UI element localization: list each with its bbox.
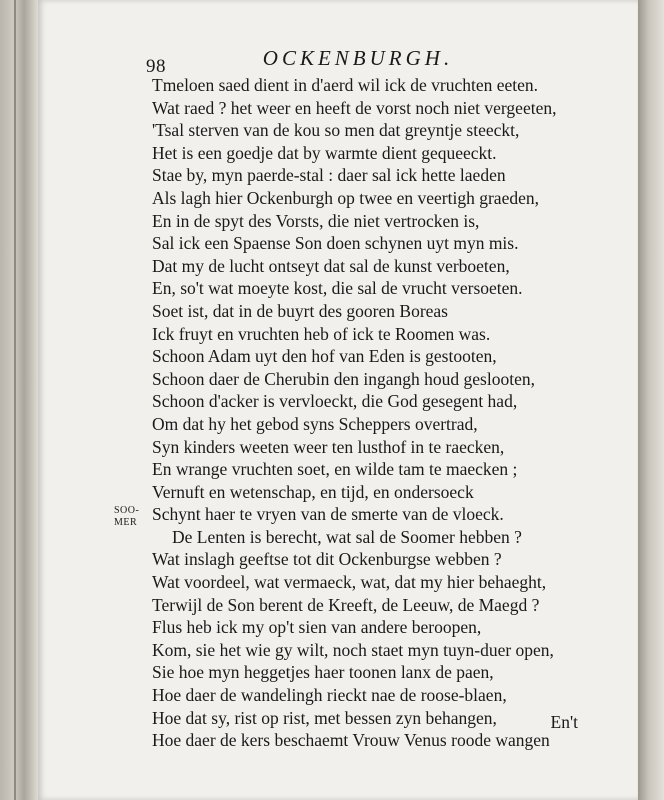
verse-line: Wat voordeel, wat vermaeck, wat, dat my hier behaeght, — [152, 572, 547, 593]
marginal-note — [114, 505, 139, 529]
verse-line: Ick fruyt en vruchten heb of ick te Roomen was. — [152, 323, 491, 344]
marginal-note-line: SOO- — [114, 505, 140, 516]
verse-line: Schoon d'acker is vervloeckt, die God gesegent had, — [152, 391, 518, 412]
verse-line: Als lagh hier Ockenburgh op twee en veertigh graeden, — [152, 187, 539, 208]
verse-line: Kom, sie het wie gy wilt, noch staet myn tuyn-duer open, — [152, 639, 554, 660]
verse-line: En wrange vruchten soet, en wilde tam te maecken ; — [152, 459, 518, 480]
verse-line: Het is een goedje dat by warmte dient gequeeckt. — [152, 142, 497, 163]
verse-line: Stae by, myn paerde-stal : daer sal ick hette laeden — [152, 165, 506, 186]
verse-line: Schoon daer de Cherubin den ingangh houd geslooten, — [152, 368, 535, 389]
page-number: 98 — [146, 56, 166, 77]
book-binding — [0, 0, 40, 800]
verse-line: Flus heb ick my op't sien van andere beroopen, — [152, 617, 482, 638]
book-page — [38, 0, 638, 800]
verse-line: Wat raed ? het weer en heeft de vorst noch niet vergeeten, — [152, 97, 557, 118]
verse-line: Dat my de lucht ontseyt dat sal de kunst verboeten, — [152, 255, 510, 276]
running-head: OCKENBURGH. — [262, 46, 454, 70]
verse-line: 'Tsal sterven van de kou so men dat greyntje steeckt, — [152, 120, 520, 141]
binding-edge — [14, 0, 16, 800]
verse-line: Hoe daer de wandelingh rieckt nae de roose-blaen, — [152, 685, 507, 706]
verse-line: Soet ist, dat in de buyrt des gooren Boreas — [152, 300, 448, 321]
verse-text — [152, 74, 652, 752]
verse-line: Schynt haer te vryen van de smerte van de vloeck. — [152, 504, 504, 525]
verse-line: En in de spyt des Vorsts, die niet vertrocken is, — [152, 210, 480, 231]
verse-line: En, so't wat moeyte kost, die sal de vrucht versoeten. — [152, 278, 523, 299]
verse-line: Wat inslagh geeftse tot dit Ockenburgse webben ? — [152, 549, 502, 570]
verse-line: Terwijl de Son berent de Kreeft, de Leeuw, de Maegd ? — [152, 594, 540, 615]
next-page-edge — [638, 0, 664, 800]
verse-line: De Lenten is berecht, wat sal de Soomer hebben ? — [172, 526, 522, 547]
verse-line: Schoon Adam uyt den hof van Eden is gestooten, — [152, 346, 497, 367]
verse-line: Vernuft en wetenschap, en tijd, en ondersoeck — [152, 481, 474, 502]
verse-line: Tmeloen saed dient in d'aerd wil ick de vruchten eeten. — [152, 75, 539, 95]
verse-line: Syn kinders weeten weer ten lusthof in te raecken, — [152, 436, 505, 457]
verse-line: Hoe daer de kers beschaemt Vrouw Venus roode wangen — [152, 730, 550, 751]
verse-line: Om dat hy het gebod syns Scheppers overtrad, — [152, 413, 478, 434]
verse-line: Sal ick een Spaense Son doen schynen uyt myn mis. — [152, 233, 519, 254]
verse-line: Hoe dat sy, rist op rist, met bessen zyn behangen, — [152, 707, 497, 728]
marginal-note-line: MER — [114, 517, 138, 528]
verse-line: Sie hoe myn heggetjes haer toonen lanx de paen, — [152, 662, 494, 683]
catchword: En't — [550, 712, 578, 732]
